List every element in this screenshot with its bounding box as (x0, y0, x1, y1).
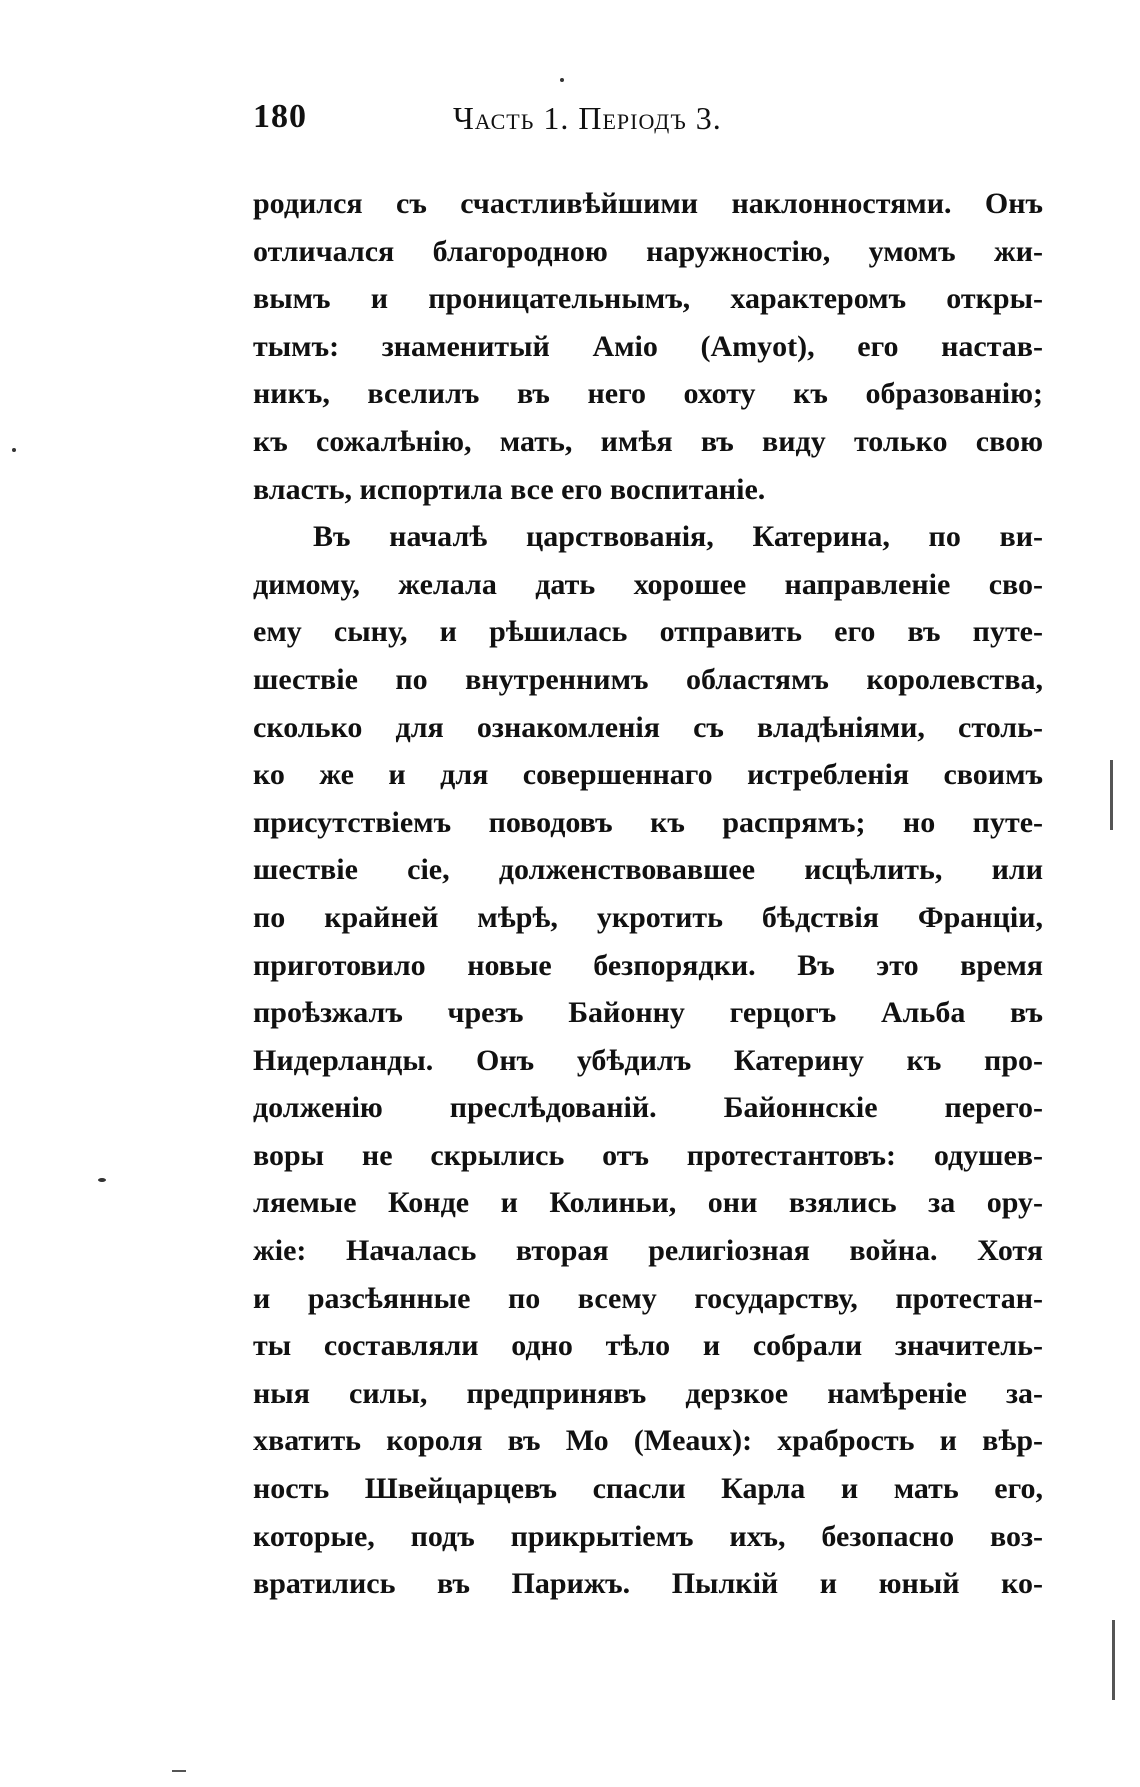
scan-edge-mark (1112, 1620, 1115, 1700)
text-line: Нидерланды. Онъ убѣдилъ Катерину къ про- (253, 1043, 1043, 1077)
text-line: никъ, вселилъ въ него охоту къ образованію; (253, 377, 1043, 411)
text-line: тымъ: знаменитый Аміо (Amyot), его настав- (253, 329, 1043, 363)
text-line: ность Швейцарцевъ спасли Карла и мать его, (253, 1472, 1043, 1506)
scan-speck (98, 1178, 106, 1182)
text-line: присутствіемъ поводовъ къ распрямъ; но путе- (253, 805, 1043, 839)
text-line: долженію преслѣдованій. Байоннскіе перего- (253, 1091, 1043, 1125)
scan-edge-mark (1110, 760, 1113, 830)
text-line: вымъ и проницательнымъ, характеромъ откры- (253, 282, 1043, 316)
text-line: ныя силы, предпринявъ дерзкое намѣреніе за- (253, 1376, 1043, 1410)
text-line: хватить короля въ Мо (Meaux): храбрость и вѣр- (253, 1424, 1043, 1458)
text-line: димому, желала дать хорошее направленіе сво- (253, 567, 1043, 601)
text-line: родился съ счастливѣйшими наклонностями. Онъ (253, 187, 1043, 220)
scan-edge-mark (172, 1770, 186, 1772)
running-head: Часть 1. Періодъ 3. (453, 100, 722, 136)
text-line: и разсѣянные по всему государству, протестан- (253, 1281, 1043, 1315)
paragraph-end-line: власть, испортила все его воспитаніе. (253, 472, 766, 506)
page-number: 180 (253, 98, 307, 135)
page-header (253, 98, 1043, 148)
text-line: шествіе по внутреннимъ областямъ королевства, (253, 662, 1043, 696)
text-line: вратились въ Парижъ. Пылкій и юный ко- (253, 1567, 1043, 1601)
text-line: воры не скрылись отъ протестантовъ: одушев- (253, 1138, 1043, 1172)
text-line: шествіе сіе, долженствовавшее исцѣлить, или (253, 853, 1043, 887)
paragraph-start-line: Въ началѣ царствованія, Катерина, по ви- (313, 520, 1043, 554)
body-text (253, 180, 1043, 1608)
scan-speck (12, 448, 16, 452)
text-line: ему сыну, и рѣшилась отправить его въ путе- (253, 615, 1043, 649)
text-line: сколько для ознакомленія съ владѣніями, столь- (253, 710, 1043, 744)
scan-speck (560, 78, 564, 82)
text-line: по крайней мѣрѣ, укротить бѣдствія Франціи, (253, 900, 1043, 934)
text-line: которые, подъ прикрытіемъ ихъ, безопасно воз- (253, 1519, 1043, 1553)
text-line: къ сожалѣнію, мать, имѣя въ виду только свою (253, 424, 1043, 458)
text-line: жіе: Началась вторая религіозная война. Хотя (253, 1234, 1043, 1268)
text-line: ляемые Конде и Колиньи, они взялись за ору- (253, 1186, 1043, 1220)
text-line: проѣзжалъ чрезъ Байонну герцогъ Альба въ (253, 996, 1043, 1030)
text-line: приготовило новые безпорядки. Въ это время (253, 948, 1043, 982)
text-line: отличался благородною наружностію, умомъ жи- (253, 234, 1043, 268)
text-line: ты составляли одно тѣло и собрали значитель- (253, 1329, 1043, 1363)
text-line: ко же и для совершеннаго истребленія своимъ (253, 758, 1043, 792)
